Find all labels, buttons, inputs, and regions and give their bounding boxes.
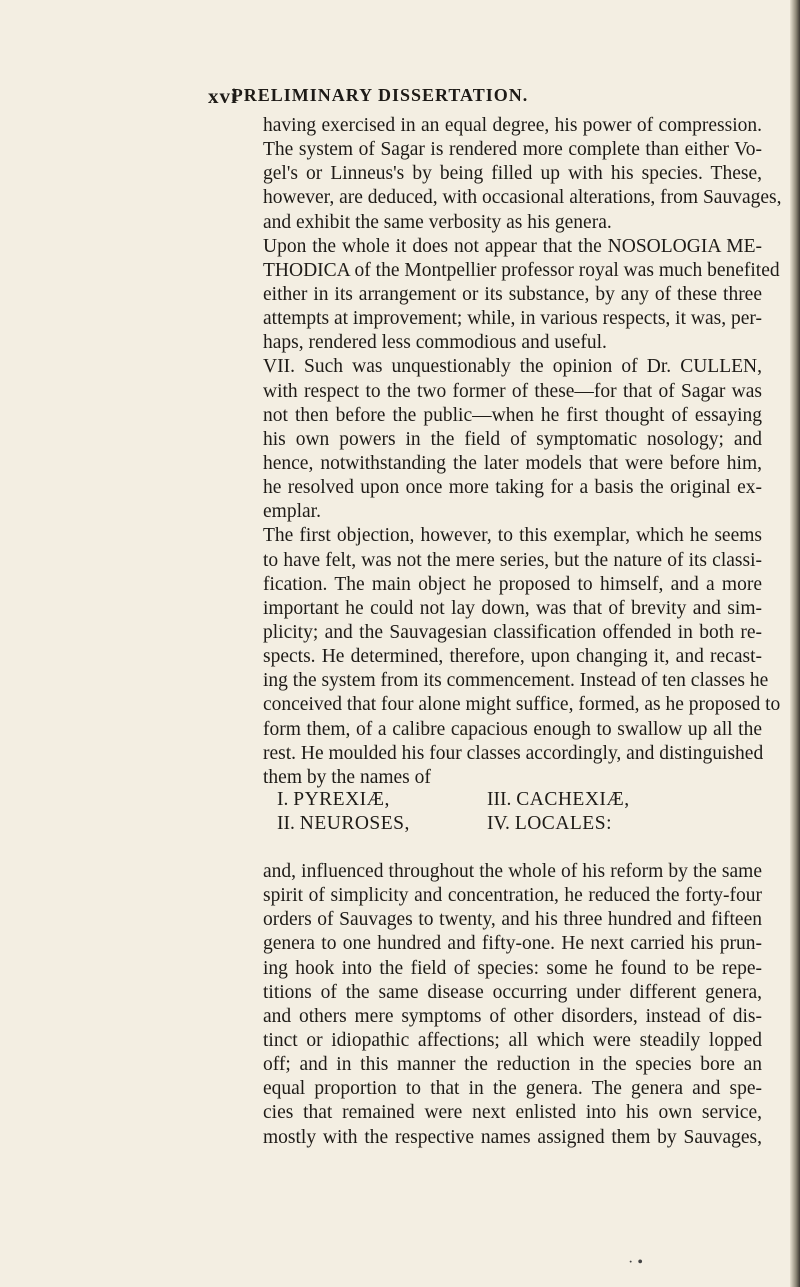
class-numeral: III. <box>487 789 512 810</box>
class-name: CACHEXIÆ, <box>516 789 630 810</box>
text-line: plicity; and the Sauvagesian classification offended in both re- <box>263 621 762 643</box>
class-name: PYREXIÆ, <box>293 789 390 810</box>
text-line: cies that remained were next enlisted into his own service, <box>263 1102 762 1124</box>
class-entry <box>487 788 630 812</box>
text-line: The first objection, however, to this exemplar, which he seems <box>263 525 762 547</box>
text-line: fication. The main object he proposed to himself, and a more <box>263 573 762 595</box>
text-line: attempts at improvement; while, in various respects, it was, per- <box>263 308 762 330</box>
text-line: however, are deduced, with occasional alterations, from Sauvages, <box>263 187 782 209</box>
paragraph-1 <box>263 114 782 235</box>
class-numeral: I. <box>277 789 289 810</box>
text-line: gel's or Linneus's by being filled up with his species. These, <box>263 163 762 185</box>
text-line: rest. He moulded his four classes accordingly, and distinguished <box>263 742 764 764</box>
class-entry <box>487 812 612 836</box>
class-numeral: II. <box>277 813 295 834</box>
text-line: his own powers in the field of symptomatic nosology; and <box>263 428 762 450</box>
running-head: PRELIMINARY DISSERTATION. <box>231 85 529 105</box>
text-line: to have felt, was not the mere series, but the nature of its classi- <box>263 549 762 571</box>
page-header <box>0 84 760 108</box>
class-numeral: IV. <box>487 813 510 834</box>
text-line: and exhibit the same verbosity as his genera. <box>263 211 612 233</box>
text-line: and, influenced throughout the whole of his reform by the same <box>263 861 762 882</box>
text-line: orders of Sauvages to twenty, and his three hundred and fifteen <box>263 909 762 931</box>
text-line: genera to one hundred and fifty-one. He next carried his prun- <box>263 933 762 955</box>
page-number: xvi <box>208 84 238 108</box>
paragraph-5 <box>263 860 762 1150</box>
class-entry <box>277 788 390 812</box>
text-line: he resolved upon once more taking for a basis the original ex- <box>263 477 762 499</box>
paragraph-3 <box>263 355 762 524</box>
text-line: tinct or idiopathic affections; all which were steadily lopped <box>263 1029 762 1051</box>
page-edge-shadow <box>790 0 800 1287</box>
text-line: them by the names of <box>263 766 431 788</box>
text-line: THODICA of the Montpellier professor royal was much benefited <box>263 259 780 281</box>
text-line: spects. He determined, therefore, upon changing it, and recast- <box>263 646 762 668</box>
text-line: off; and in this manner the reduction in the species bore an <box>263 1054 762 1076</box>
text-line: not then before the public—when he first thought of essaying <box>263 404 762 426</box>
paragraph-4 <box>263 524 781 790</box>
ink-smudge-mark: · • <box>628 1254 643 1271</box>
text-line: equal proportion to that in the genera. The genera and spe- <box>263 1078 762 1100</box>
text-line: ing hook into the field of species: some he found to be repe- <box>263 957 762 979</box>
text-line: and others mere symptoms of other disorders, instead of dis- <box>263 1005 762 1027</box>
text-line: with respect to the two former of these—for that of Sagar was <box>263 380 762 402</box>
text-line: Upon the whole it does not appear that the NOSOLOGIA ME- <box>263 235 762 257</box>
text-line: VII. Such was unquestionably the opinion of Dr. CULLEN, <box>263 356 762 378</box>
text-body-lower <box>263 860 762 1150</box>
text-line: hence, notwithstanding the later models that were before him, <box>263 452 762 474</box>
text-line: either in its arrangement or its substance, by any of these three <box>263 283 762 305</box>
text-line: form them, of a calibre capacious enough to swallow up all the <box>263 718 762 740</box>
text-line: titions of the same disease occurring under different genera, <box>263 981 762 1003</box>
paragraph-2 <box>263 235 780 356</box>
text-line: mostly with the respective names assigned them by Sauvages, <box>263 1126 762 1148</box>
text-line: spirit of simplicity and concentration, he reduced the forty-four <box>263 885 762 907</box>
cullen-classes-list <box>277 788 747 836</box>
text-line: ing the system from its commencement. Instead of ten classes he <box>263 670 769 692</box>
text-line: having exercised in an equal degree, his power of compression. <box>263 115 762 136</box>
classes-row <box>277 812 747 836</box>
class-name: NEUROSES, <box>299 813 410 834</box>
text-line: conceived that four alone might suffice, formed, as he proposed to <box>263 694 781 716</box>
text-line: important he could not lay down, was that of brevity and sim- <box>263 597 762 619</box>
text-line: emplar. <box>263 501 321 523</box>
class-name: LOCALES: <box>514 813 612 834</box>
text-line: haps, rendered less commodious and useful. <box>263 332 607 354</box>
classes-row <box>277 788 747 812</box>
text-body-upper <box>263 114 782 790</box>
text-line: The system of Sagar is rendered more complete than either Vo- <box>263 139 762 161</box>
class-entry <box>277 812 410 836</box>
